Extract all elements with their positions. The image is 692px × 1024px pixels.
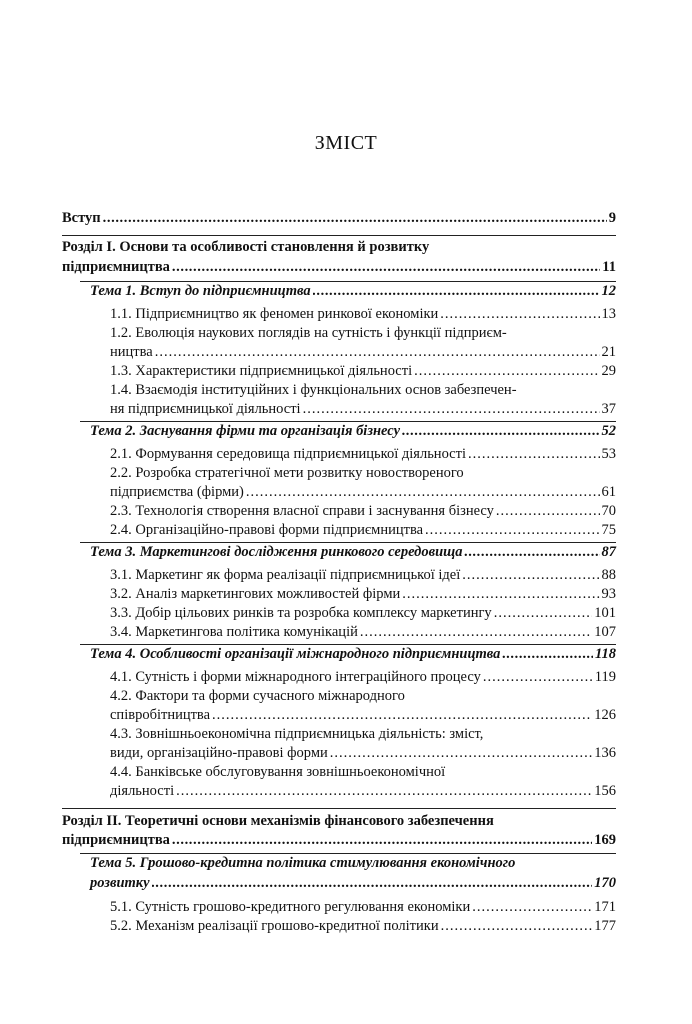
toc-entry-label: Тема 2. Заснування фірми та організація бізнесу <box>90 423 401 439</box>
toc-entry-label: 3.3. Добір цільових ринків та розробка комплексу маркетингу <box>110 605 492 621</box>
toc-page-number: 87 <box>601 544 616 560</box>
toc-page-number: 107 <box>594 624 616 640</box>
dot-leader <box>172 832 592 849</box>
toc-page-number: 29 <box>601 363 616 379</box>
toc-entry-label: 2.4. Організаційно-правові форми підприємництва <box>110 522 424 538</box>
toc-entry-1-4[interactable] <box>110 401 616 418</box>
dot-leader <box>496 503 600 520</box>
toc-page-number: 61 <box>601 484 616 500</box>
toc-page-number: 37 <box>601 401 616 417</box>
dot-leader <box>313 283 600 300</box>
dot-leader <box>472 899 592 916</box>
dot-leader <box>502 646 593 663</box>
dot-leader <box>483 669 593 686</box>
toc-entry-topic-2[interactable] <box>90 423 616 440</box>
toc-entry-label: 5.1. Сутність грошово-кредитного регулювання економіки <box>110 899 471 915</box>
toc-entry-3-2[interactable] <box>110 586 616 603</box>
dot-leader <box>303 401 600 418</box>
divider <box>80 853 616 854</box>
page-title: ЗМІСТ <box>314 132 378 154</box>
toc-entry-4-3[interactable] <box>110 745 616 762</box>
toc-page-number: 93 <box>601 586 616 602</box>
toc-entry-1-4-line1[interactable]: 1.4. Взаємодія інституційних і функціональних основ забезпечен- <box>110 382 517 398</box>
toc-entry-4-2-line1[interactable]: 4.2. Фактори та форми сучасного міжнародного <box>110 688 405 704</box>
toc-entry-4-1[interactable] <box>110 669 616 686</box>
dot-leader <box>155 344 600 361</box>
toc-entry-label: ництва <box>110 344 153 360</box>
dot-leader <box>468 446 600 463</box>
toc-page-number: 88 <box>601 567 616 583</box>
dot-leader <box>462 567 599 584</box>
toc-page-number: 9 <box>608 210 616 226</box>
toc-entry-5-1[interactable] <box>110 899 616 916</box>
toc-page-number: 52 <box>601 423 616 439</box>
toc-entry-label: ня підприємницької діяльності <box>110 401 301 417</box>
toc-entry-2-3[interactable] <box>110 503 616 520</box>
toc-entry-label: 5.2. Механізм реалізації грошово-кредитної політики <box>110 918 439 934</box>
dot-leader <box>360 624 592 641</box>
toc-entry-topic-1[interactable] <box>90 283 616 300</box>
toc-page-number: 156 <box>594 783 616 799</box>
dot-leader <box>402 586 599 603</box>
toc-entry-label: 3.1. Маркетинг як форма реалізації підприємницької ідеї <box>110 567 461 583</box>
toc-entry-label: види, організаційно-правові форми <box>110 745 328 761</box>
toc-part-title[interactable]: Розділ ІІ. Теоретичні основи механізмів фінансового забезпечення <box>62 813 494 829</box>
toc-entry-1-2-line1[interactable]: 1.2. Еволюція наукових поглядів на сутність і функції підприєм- <box>110 325 507 341</box>
toc-page-number: 170 <box>594 875 616 891</box>
divider <box>80 421 616 422</box>
dot-leader <box>176 783 592 800</box>
toc-page-number: 171 <box>594 899 616 915</box>
divider <box>80 542 616 543</box>
toc-entry-label: співробітництва <box>110 707 211 723</box>
toc-page-number: 136 <box>594 745 616 761</box>
toc-entry-label: діяльності <box>110 783 175 799</box>
toc-page-number: 177 <box>594 918 616 934</box>
toc-entry-label: 4.1. Сутність і форми міжнародного інтеграційного процесу <box>110 669 481 685</box>
toc-entry-1-3[interactable] <box>110 363 616 380</box>
toc-page-number: 13 <box>601 306 616 322</box>
dot-leader <box>103 210 607 227</box>
dot-leader <box>172 259 600 276</box>
toc-entry-label: 1.1. Підприємництво як феномен ринкової економіки <box>110 306 439 322</box>
toc-entry-label: підприємства (фірми) <box>110 484 244 500</box>
toc-entry-label: 2.3. Технологія створення власної справи і заснування бізнесу <box>110 503 494 519</box>
toc-entry-topic-4[interactable] <box>90 646 616 663</box>
toc-entry-3-3[interactable] <box>110 605 616 622</box>
dot-leader <box>246 484 600 501</box>
toc-entry-3-4[interactable] <box>110 624 616 641</box>
toc-entry-label: 1.3. Характеристики підприємницької діяльності <box>110 363 413 379</box>
dot-leader <box>152 875 593 892</box>
toc-page-number: 169 <box>594 832 616 848</box>
dot-leader <box>494 605 593 622</box>
toc-entry-label: Вступ <box>62 210 101 226</box>
dot-leader <box>402 423 599 440</box>
toc-entry-label: Тема 1. Вступ до підприємництва <box>90 283 311 299</box>
toc-entry-label: 2.1. Формування середовища підприємницької діяльності <box>110 446 466 462</box>
toc-entry-3-1[interactable] <box>110 567 616 584</box>
toc-page-number: 119 <box>594 669 616 685</box>
toc-entry-2-2[interactable] <box>110 484 616 501</box>
toc-entry-2-1[interactable] <box>110 446 616 463</box>
toc-entry-label: підприємництва <box>62 259 170 275</box>
toc-page-number: 21 <box>601 344 616 360</box>
dot-leader <box>212 707 592 724</box>
toc-entry-4-4[interactable] <box>110 783 616 800</box>
toc-entry-2-4[interactable] <box>110 522 616 539</box>
toc-entry-4-4-line1[interactable]: 4.4. Банківське обслуговування зовнішньоекономічної <box>110 764 446 780</box>
dot-leader <box>330 745 592 762</box>
toc-entry-topic-5[interactable] <box>90 875 616 892</box>
dot-leader <box>425 522 599 539</box>
divider <box>62 808 616 809</box>
toc-entry-1-2[interactable] <box>110 344 616 361</box>
toc-page-number: 126 <box>594 707 616 723</box>
divider <box>80 281 616 282</box>
toc-entry-4-3-line1[interactable]: 4.3. Зовнішньоекономічна підприємницька діяльність: зміст, <box>110 726 484 742</box>
toc-entry-2-2-line1[interactable]: 2.2. Розробка стратегічної мети розвитку новоствореного <box>110 465 464 481</box>
toc-page-number: 12 <box>601 283 616 299</box>
toc-entry-label: підприємництва <box>62 832 170 848</box>
dot-leader <box>441 918 593 935</box>
toc-entry-part-2[interactable] <box>62 832 616 849</box>
toc-entry-1-1[interactable] <box>110 306 616 323</box>
toc-entry-intro[interactable] <box>62 210 616 227</box>
toc-part-title[interactable]: Розділ І. Основи та особливості становлення й розвитку <box>62 239 430 255</box>
toc-entry-label: 3.2. Аналіз маркетингових можливостей фірми <box>110 586 401 602</box>
toc-entry-label: Тема 4. Особливості організації міжнародного підприємництва <box>90 646 501 662</box>
toc-page-number: 11 <box>602 259 616 275</box>
toc-page-number: 101 <box>594 605 616 621</box>
toc-page-number: 70 <box>601 503 616 519</box>
toc-page-number: 53 <box>601 446 616 462</box>
toc-entry-label: 3.4. Маркетингова політика комунікацій <box>110 624 358 640</box>
toc-page-number: 118 <box>595 646 616 662</box>
dot-leader <box>440 306 599 323</box>
divider <box>80 644 616 645</box>
toc-entry-part-1[interactable] <box>62 259 616 276</box>
toc-entry-topic-3[interactable] <box>90 544 616 561</box>
toc-entry-label: розвитку <box>90 875 150 891</box>
toc-entry-topic-5-line1[interactable]: Тема 5. Грошово-кредитна політика стимулювання економічного <box>90 855 516 871</box>
dot-leader <box>464 544 599 561</box>
divider <box>62 235 616 236</box>
toc-entry-5-2[interactable] <box>110 918 616 935</box>
toc-entry-4-2[interactable] <box>110 707 616 724</box>
toc-page-number: 75 <box>601 522 616 538</box>
toc-entry-label: Тема 3. Маркетингові дослідження ринкового середовища <box>90 544 463 560</box>
dot-leader <box>414 363 599 380</box>
